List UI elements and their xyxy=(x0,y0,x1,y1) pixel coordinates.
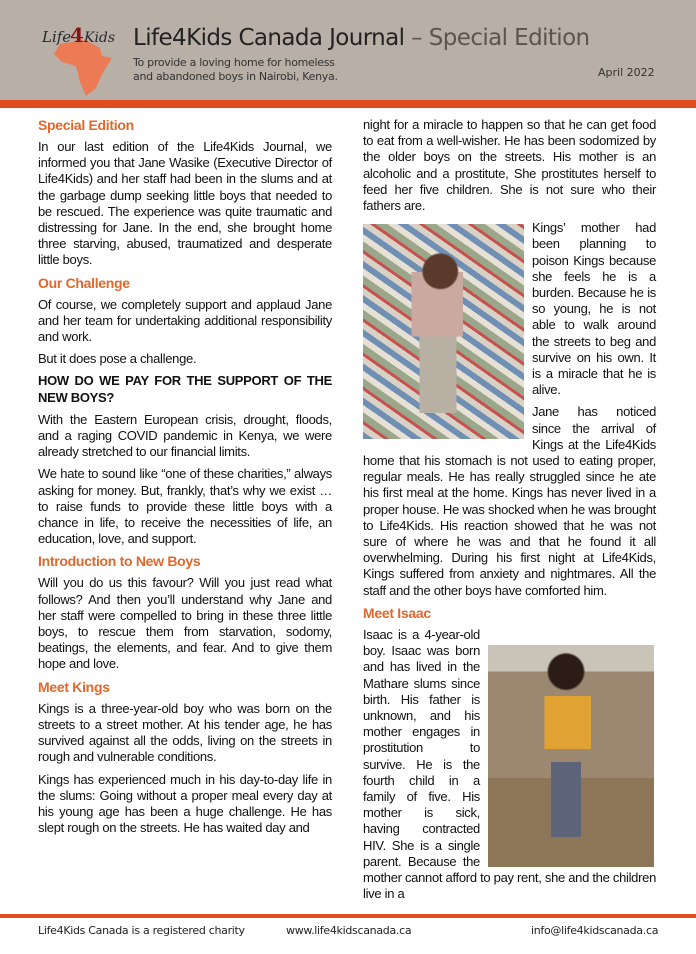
footer-charity: Life4Kids Canada is a registered charity xyxy=(38,924,245,937)
footer-divider xyxy=(0,914,696,918)
paragraph: Of course, we completely support and applaud Jane and her team for undertaking additional responsibility and work. xyxy=(38,296,332,345)
life4kids-africa-logo xyxy=(40,22,120,102)
tagline: To provide a loving home for homeless and abandoned boys in Nairobi, Kenya. xyxy=(133,56,338,83)
svg-text:4: 4 xyxy=(70,23,84,47)
paragraph: Isaac is a 4-year-old boy. Isaac was born and has lived in the Mathare slums since birth. His father is unknown, and his mother engages in prostitution to survive. He is the fourth child in a family of five. His mother is sick, having contracted HIV. She is a single parent. Because the mother cannot afford to pay rent, she and the children live in a xyxy=(363,626,656,902)
paragraph: With the Eastern European crisis, drought, floods, and a raging COVID pandemic in Kenya, we were already stretched to our financial limits. xyxy=(38,411,332,460)
photo-isaac xyxy=(488,645,654,867)
right-column xyxy=(363,117,656,908)
heading-special-edition: Special Edition xyxy=(38,117,134,133)
paragraph: Kings’ mother had been planning to poison Kings because she feels he is a burden. Because he is so young, he is not able to walk around the streets to beg and survive on his own. It is a miracle that he is alive. xyxy=(532,220,656,398)
heading-introduction: Introduction to New Boys xyxy=(38,553,201,570)
header-divider xyxy=(0,100,696,108)
paragraph: Kings has experienced much in his day-to-day life in the slums: Going without a proper meal every day at his young age has been a huge challenge. He has slept rough on the streets. He has waited day and xyxy=(38,771,332,836)
issue-date: April 2022 xyxy=(598,66,655,79)
heading-meet-kings: Meet Kings xyxy=(38,678,110,695)
heading-our-challenge: Our Challenge xyxy=(38,274,130,291)
edition-subtitle: Special Edition xyxy=(428,25,590,51)
footer-website-link[interactable]: www.life4kidscanada.ca xyxy=(286,924,412,937)
paragraph: But it does pose a challenge. xyxy=(38,351,197,367)
heading-how-do-we-pay: HOW DO WE PAY FOR THE SUPPORT OF THE NEW BOYS? xyxy=(38,373,332,405)
footer-email-link[interactable]: info@life4kidscanada.ca xyxy=(531,924,659,937)
paragraph: We hate to sound like “one of these charities,” always asking for money. But, frankly, that’s why we exist … to raise funds to provide these little boys with a chance in life, to receive the necessities of life, an education, love, and support. xyxy=(38,466,332,547)
paragraph: Kings is a three-year-old boy who was born on the streets to a street mother. At his tender age, he has survived against all the odds, living on the streets in rough and vulnerable conditions. xyxy=(38,700,332,765)
paragraph: Will you do us this favour? Will you just read what follows? And then you’ll understand why Jane and her staff were compelled to bring in these three little boys, to rescue them from starvation, sodomy, beatings, the elements, and fear. And to give them hope and love. xyxy=(38,575,332,672)
journal-title: Life4Kids Canada Journal – Special Edition xyxy=(133,25,590,51)
paragraph: Jane has noticed since the arrival of Kings at the Life4Kids home that his stomach is not used to eating proper, regular meals. He has really struggled since he ate his first meal at the home. Kings has never lived in a proper house. He was shocked when he was brought to Life4Kids. His reaction showed that he was not sure of where he was and that he found it all overwhelming. During his first night at Life4Kids, Kings suffered from anxiety and nightmares. All the staff and the other boys have comforted him. xyxy=(363,404,656,598)
paragraph: night for a miracle to happen so that he can get food to eat from a well-wisher. He has been sodomized by the older boys on the streets. His mother is an alcoholic and a prostitute, She prostitutes herself to feed her five children. She is not sure who their fathers are. xyxy=(363,117,656,214)
masthead xyxy=(0,0,696,100)
svg-text:Life: Life xyxy=(42,28,72,46)
paragraph: In our last edition of the Life4Kids Journal, we informed you that Jane Wasike (Executive Director of Life4Kids) and her staff had been in the slums and at the garbage dump seeking little boys that needed to be rescued. The experience was quite traumatic and distressing for Jane. In the end, she brought home three starving, abused, traumatized and desperate little boys. xyxy=(38,139,332,268)
left-column xyxy=(38,117,332,842)
photo-kings xyxy=(363,224,524,439)
svg-text:Kids: Kids xyxy=(84,30,116,46)
heading-meet-isaac: Meet Isaac xyxy=(363,604,431,621)
